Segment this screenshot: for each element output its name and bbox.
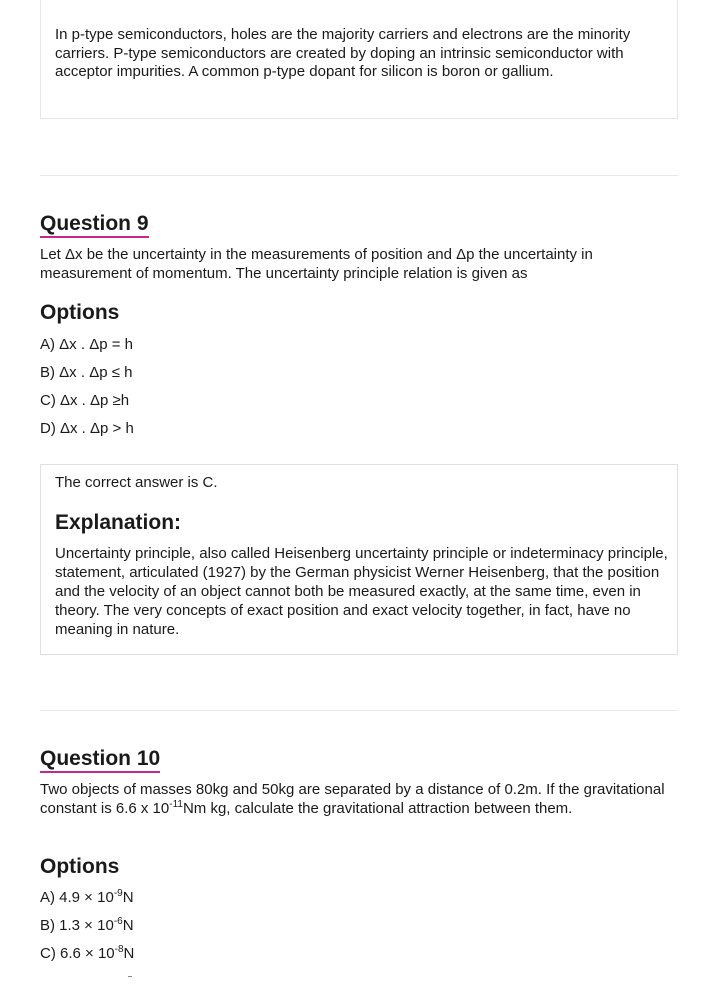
question-10-option-c[interactable]: C) $6.6 \times 10^{-8}N$ [40, 944, 135, 962]
question-9-text: Let Δx be the uncertainty in the measurements of position and Δp the uncertainty in measurement of momentum. The uncertainty principle relation is given as [40, 246, 593, 282]
cut-off-text-fragment [128, 976, 132, 977]
question-9-option-c[interactable]: C) Δx . Δp ≥h [40, 392, 130, 409]
question-10-text: Two objects of masses 80kg and 50kg are separated by a distance of 0.2m. If the gravitational constant is 6.6 x $10^{-11}Nm$ kg, calculate the gravitational attraction between them. [40, 781, 665, 817]
divider [40, 175, 678, 176]
previous-answer-box [40, 0, 678, 119]
question-9-title: Question 9 [40, 212, 149, 238]
question-9-explanation-heading: Explanation: [55, 511, 182, 534]
question-9-answer-box [40, 464, 678, 655]
question-10-title: Question 10 [40, 747, 160, 773]
question-9-explanation-text: Uncertainty principle, also called Heisenberg uncertainty principle or indeterminacy principle, statement, articulated (1927) by the German physicist Werner Heisenberg, that the position and the velocity of an object cannot both be measured exactly, at the same time, even in theory. The very concepts of exact position and exact velocity together, in fact, have no meaning in nature. [55, 545, 668, 638]
question-10-option-a[interactable]: A) $4.9 \times 10^{-9}N$ [40, 888, 134, 906]
question-10-option-b[interactable]: B) $1.3 \times 10^{-6}N$ [40, 916, 134, 934]
previous-answer-text: In p-type semiconductors, holes are the majority carriers and electrons are the minority carriers. P-type semiconductors are created by doping an intrinsic semiconductor with acceptor impurities. A common p-type dopant for silicon is boron or gallium. [55, 26, 631, 80]
question-9-option-b[interactable]: B) Δx . Δp ≤ h [40, 364, 133, 381]
divider [40, 710, 678, 711]
question-9-option-d[interactable]: D) Δx . Δp > h [40, 420, 134, 437]
question-10-options-heading: Options [40, 855, 120, 878]
question-9-correct-answer: The correct answer is C. [55, 474, 218, 491]
question-9-options-heading: Options [40, 301, 120, 324]
question-9-option-a[interactable]: A) Δx . Δp = h [40, 336, 133, 353]
